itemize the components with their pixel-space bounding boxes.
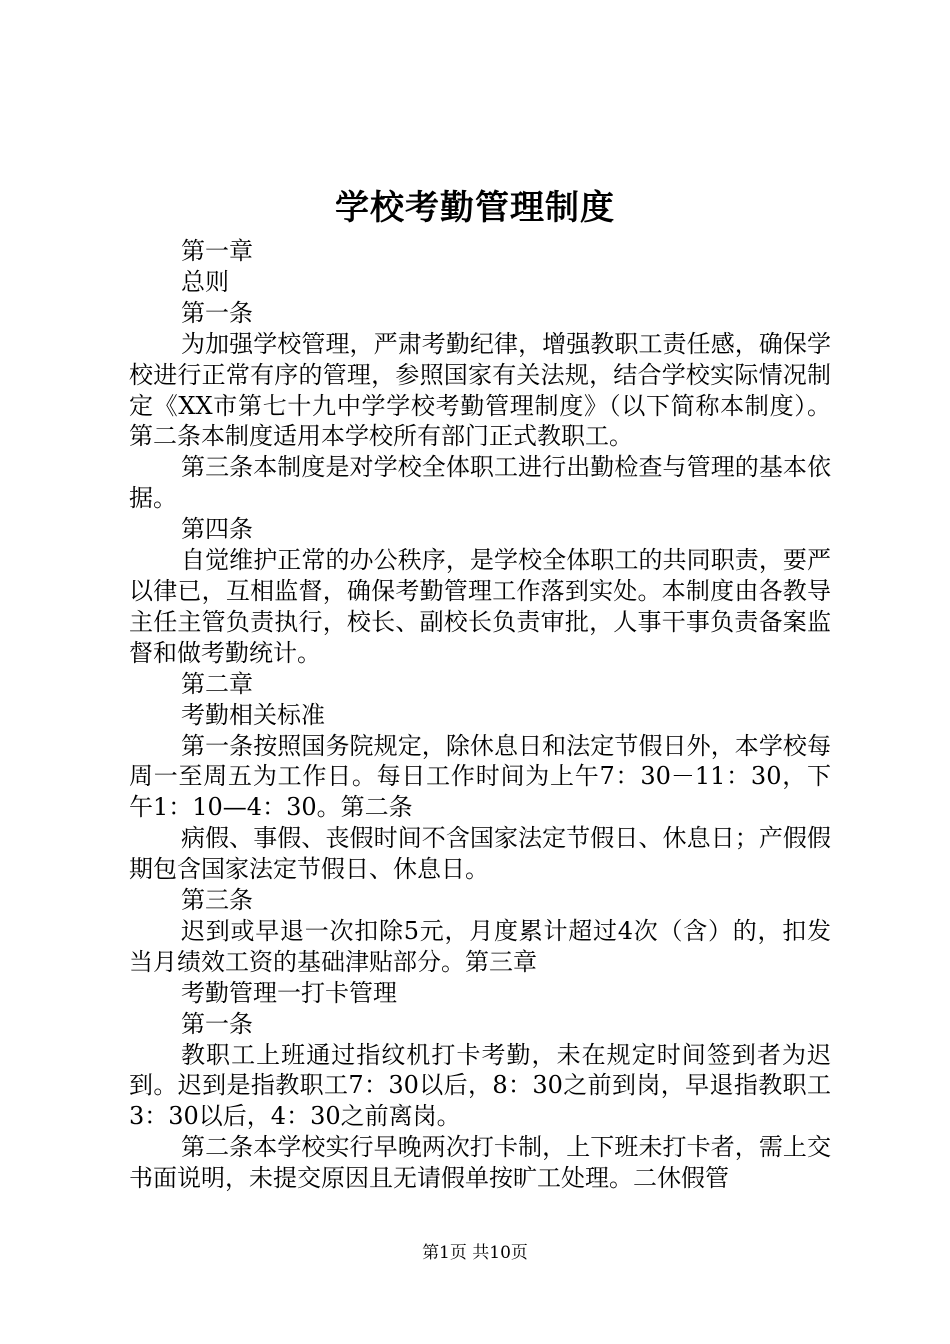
body-paragraph: 为加强学校管理，严肃考勤纪律，增强教职工责任感，确保学校进行正常有序的管理，参照国家有关法规，结合学校实际情况制定《XX市第七十九中学学校考勤管理制度》（以下简称本制度）。第二条本制度适用本学校所有部门正式教职工。 <box>129 329 831 451</box>
chapter-subtitle: 考勤相关标准 <box>181 700 325 729</box>
body-paragraph: 教职工上班通过指纹机打卡考勤，未在规定时间签到者为迟到。迟到是指教职工7：30以后，8：30之前到岗，早退指教职工3：30以后，4：30之前离岗。 <box>129 1040 831 1131</box>
article-heading: 第三条 <box>181 886 253 915</box>
document-title: 学校考勤管理制度 <box>335 188 615 228</box>
body-paragraph: 自觉维护正常的办公秩序，是学校全体职工的共同职责，要严以律已，互相监督，确保考勤管理工作落到实处。本制度由各教导主任主管负责执行，校长、副校长负责审批，人事干事负责备案监督和做考勤统计。 <box>129 546 831 667</box>
chapter-heading: 第一章 <box>181 237 253 265</box>
body-paragraph: 迟到或早退一次扣除5元，月度累计超过4次（含）的，扣发当月绩效工资的基础津贴部分。第三章 <box>129 916 831 976</box>
document-body <box>129 236 831 1194</box>
article-heading: 第四条 <box>181 515 253 544</box>
page-number-footer: 第1页 共10页 <box>422 1243 528 1263</box>
body-paragraph: 病假、事假、丧假时间不含国家法定节假日、休息日；产假假期包含国家法定节假日、休息日。 <box>129 824 831 884</box>
chapter-subtitle: 总则 <box>181 267 229 296</box>
article-heading: 第一条 <box>181 298 253 327</box>
body-paragraph: 第二条本学校实行早晚两次打卡制，上下班未打卡者，需上交书面说明，未提交原因且无请假单按旷工处理。二休假管 <box>129 1133 831 1193</box>
chapter-heading: 第二章 <box>181 669 253 698</box>
body-paragraph: 第三条本制度是对学校全体职工进行出勤检查与管理的基本依据。 <box>129 453 831 513</box>
body-paragraph: 第一条按照国务院规定，除休息日和法定节假日外，本学校每周一至周五为工作日。每日工作时间为上午7：30－11：30，下午1：10—4：30。第二条 <box>129 731 831 822</box>
chapter-subtitle: 考勤管理一打卡管理 <box>181 978 397 1007</box>
article-heading: 第一条 <box>181 1009 253 1038</box>
